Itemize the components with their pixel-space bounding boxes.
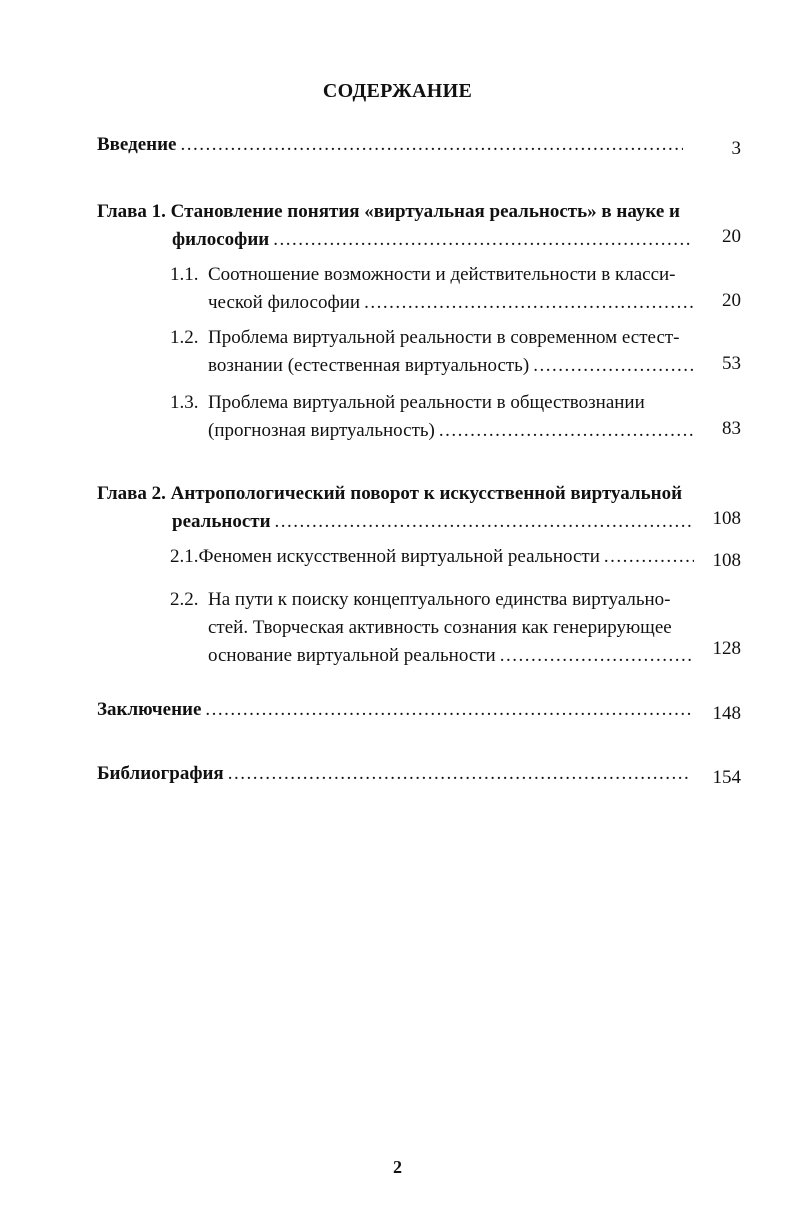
toc-page-number: 20: [722, 290, 741, 311]
section-number: 1.2.: [170, 327, 199, 348]
toc-entry-intro[interactable]: [97, 134, 687, 162]
dot-leader: [439, 420, 694, 443]
toc-page-number: 108: [712, 508, 741, 529]
toc-page-number: 154: [712, 767, 741, 788]
page-title: СОДЕРЖАНИЕ: [322, 80, 473, 102]
toc-entry-line: Соотношение возможности и действительности в класси-: [208, 264, 676, 285]
dot-leader: [500, 645, 694, 668]
toc-entry-label: Феномен искусственной виртуальной реальности: [198, 546, 600, 567]
section-number: 2.2.: [170, 589, 199, 610]
toc-page-number: 108: [712, 550, 741, 571]
toc-page-number: 20: [722, 226, 741, 247]
toc-entry-line: стей. Творческая активность сознания как генерирующее: [208, 617, 672, 638]
toc-entry-bibliography[interactable]: [97, 763, 692, 791]
toc-entry-label: реальности: [172, 511, 271, 532]
section-number: 2.1.: [170, 546, 199, 567]
toc-page-number: 53: [722, 353, 741, 374]
toc-entry-line: На пути к поиску концептуального единства виртуально-: [208, 589, 671, 610]
section-number: 1.3.: [170, 392, 199, 413]
page-number: 2: [393, 1157, 402, 1177]
toc-entry-line: Проблема виртуальной реальности в обществознании: [208, 392, 645, 413]
toc-entry-section-1-3[interactable]: [170, 392, 698, 448]
toc-entry-chapter-1[interactable]: [97, 201, 697, 257]
dot-leader: [228, 763, 688, 786]
section-number: 1.1.: [170, 264, 199, 285]
toc-entry-chapter-2[interactable]: [97, 483, 697, 539]
toc-page-number: 148: [712, 703, 741, 724]
toc-entry-section-2-2[interactable]: [170, 589, 698, 673]
toc-entry-section-1-2[interactable]: [170, 327, 698, 383]
dot-leader: [205, 699, 694, 722]
toc-entry-label: Введение: [97, 134, 177, 155]
dot-leader: [364, 292, 694, 315]
dot-leader: [273, 229, 693, 252]
toc-page-number: 3: [731, 138, 741, 159]
dot-leader: [533, 355, 694, 378]
toc-entry-label: Библиография: [97, 763, 224, 784]
toc-entry-label: Заключение: [97, 699, 202, 720]
toc-entry-label: вознании (естественная виртуальность): [208, 355, 530, 376]
toc-entry-line: Глава 2. Антропологический поворот к искусственной виртуальной: [97, 483, 683, 504]
toc-page-number: 128: [712, 638, 741, 659]
dot-leader: [275, 511, 693, 534]
toc-page-number: 83: [722, 418, 741, 439]
toc-entry-line: Проблема виртуальной реальности в современном естест-: [208, 327, 680, 348]
dot-leader: [181, 134, 684, 157]
toc-entry-label: философии: [172, 229, 270, 250]
toc-entry-section-1-1[interactable]: [170, 264, 698, 320]
toc-entry-line: Глава 1. Становление понятия «виртуальная реальность» в науке и: [97, 201, 680, 222]
toc-entry-label: основание виртуальной реальности: [208, 645, 496, 666]
toc-entry-label: ческой философии: [208, 292, 361, 313]
toc-entry-section-2-1[interactable]: [170, 546, 698, 574]
toc-entry-conclusion[interactable]: [97, 699, 698, 727]
toc-entry-label: (прогнозная виртуальность): [208, 420, 435, 441]
